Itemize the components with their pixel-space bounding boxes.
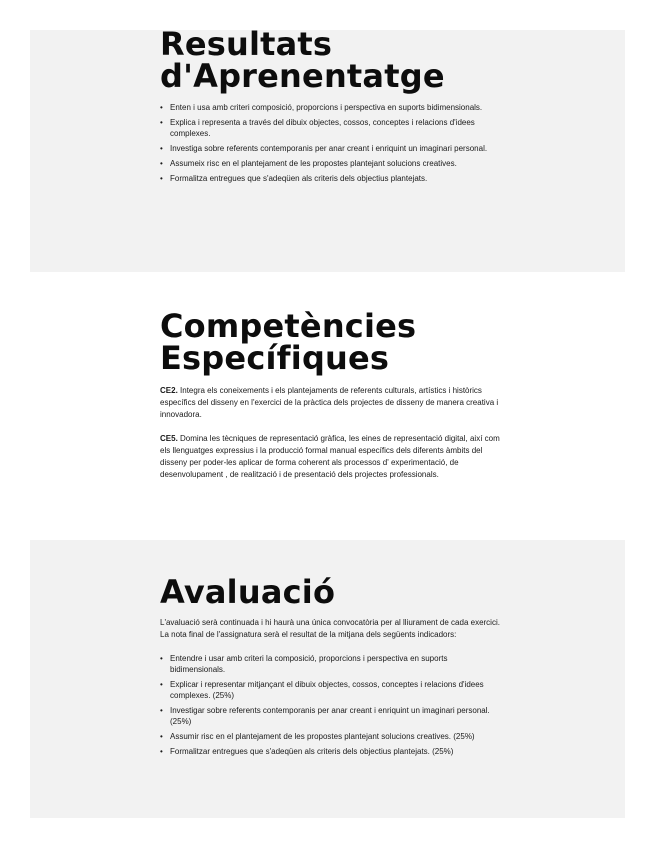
list-item xyxy=(160,117,500,139)
bullet-icon: • xyxy=(160,144,163,153)
list-item-text: Entendre i usar amb criteri la composició, proporcions i perspectiva en suports bidimensionals. xyxy=(170,654,448,674)
list-item xyxy=(160,173,500,184)
bullet-icon: • xyxy=(160,747,163,756)
bullet-icon: • xyxy=(160,174,163,183)
resultats-list xyxy=(160,102,500,184)
section-avaluacio xyxy=(160,573,500,761)
list-item-text: Enten i usa amb criteri composició, proporcions i perspectiva en suports bidimensionals. xyxy=(170,103,483,112)
bullet-icon: • xyxy=(160,706,163,715)
list-item xyxy=(160,731,500,742)
bullet-icon: • xyxy=(160,654,163,663)
bullet-icon: • xyxy=(160,680,163,689)
list-item xyxy=(160,746,500,757)
competencies-title-line1: Competències xyxy=(160,307,417,345)
list-item xyxy=(160,143,500,154)
list-item xyxy=(160,158,500,169)
list-item-text: Explicar i representar mitjançant el dibuix objectes, cossos, conceptes i relacions d'idees complexes. (25%) xyxy=(170,680,484,700)
competency-paragraph xyxy=(160,433,500,481)
bullet-icon: • xyxy=(160,732,163,741)
section-competencies xyxy=(160,307,500,481)
competency-text: Domina les tècniques de representació gràfica, les eines de representació digital, així com els llenguatges expressius i la producció formal manual específics dels diferents àmbits del disseny per poder-les aplicar de forma coherent als processos d' experimentació, de desenvolupament , de realització i de presentació dels projectes professionals. xyxy=(160,434,500,479)
list-item-text: Assumir risc en el plantejament de les propostes plantejant solucions creatives. (25%) xyxy=(170,732,475,741)
avaluacio-title: Avaluació xyxy=(160,573,336,611)
list-item xyxy=(160,653,500,675)
bullet-icon: • xyxy=(160,118,163,127)
resultats-title-line2: d'Aprenentatge xyxy=(160,57,445,95)
avaluacio-intro: L'avaluació serà continuada i hi haurà una única convocatòria per al lliurament de cada exercici. La nota final de l'assignatura serà el resultat de la mitjana dels següents indicadors: xyxy=(160,618,500,639)
list-item xyxy=(160,705,500,727)
competency-text: Integra els coneixements i els plantejaments de referents culturals, artístics i històrics específics del disseny en l'exercici de la pràctica dels projectes de disseny de manera creativa i innovadora. xyxy=(160,386,499,419)
list-item-text: Investigar sobre referents contemporanis per anar creant i enriquint un imaginari personal. (25%) xyxy=(170,706,490,726)
resultats-title-line1: Resultats xyxy=(160,25,333,63)
list-item-text: Investiga sobre referents contemporanis per anar creant i enriquint un imaginari personal. xyxy=(170,144,488,153)
bullet-icon: • xyxy=(160,103,163,112)
competency-code: CE2. xyxy=(160,386,178,395)
list-item-text: Formalitzar entregues que s'adeqüen als criteris dels objectius plantejats. (25%) xyxy=(170,747,454,756)
list-item-text: Explica i representa a través del dibuix objectes, cossos, conceptes i relacions d'idees complexes. xyxy=(170,118,475,138)
list-item-text: Formalitza entregues que s'adeqüen als criteris dels objectius plantejats. xyxy=(170,174,428,183)
avaluacio-list xyxy=(160,653,500,757)
list-item xyxy=(160,102,500,113)
list-item-text: Assumeix risc en el plantejament de les propostes plantejant solucions creatives. xyxy=(170,159,457,168)
list-item xyxy=(160,679,500,701)
bullet-icon: • xyxy=(160,159,163,168)
competency-code: CE5. xyxy=(160,434,178,443)
resultats-title xyxy=(160,25,500,95)
competency-paragraph xyxy=(160,385,500,421)
competencies-title xyxy=(160,307,500,377)
competencies-title-line2: Específiques xyxy=(160,339,390,377)
section-resultats xyxy=(160,25,500,188)
